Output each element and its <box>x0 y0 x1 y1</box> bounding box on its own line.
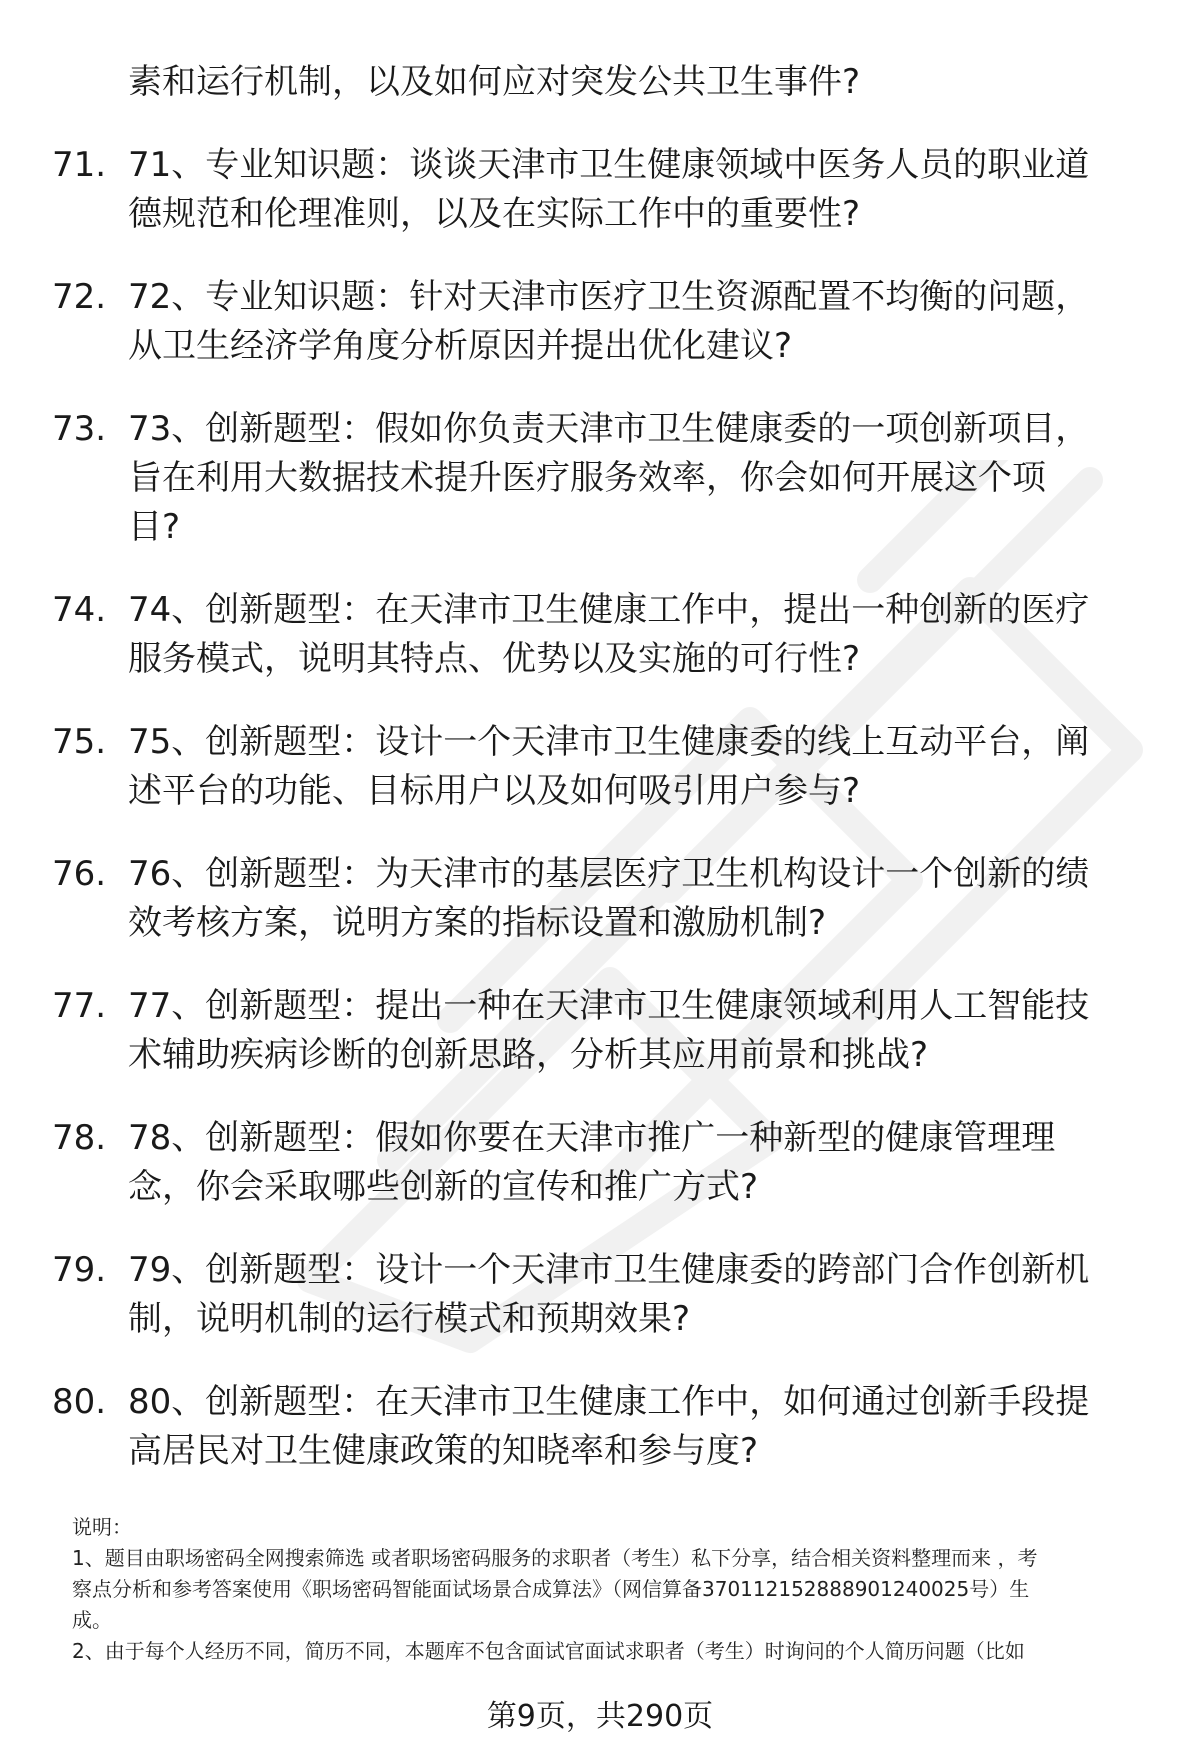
question-item-77 <box>0 982 1200 1080</box>
question-continuation <box>0 58 1200 107</box>
question-text: 72、专业知识题：针对天津市医疗卫生资源配置不均衡的问题， 从卫生经济学角度分析原因并提出优化建议? <box>128 277 1090 366</box>
question-text: 80、创新题型：在天津市卫生健康工作中，如何通过创新手段提 高居民对卫生健康政策的知晓率和参与度? <box>128 1382 1090 1471</box>
question-number: 73. <box>52 409 107 449</box>
question-item-79 <box>0 1246 1200 1344</box>
question-item-76 <box>0 850 1200 948</box>
question-item-78 <box>0 1114 1200 1212</box>
continuation-text: 素和运行机制，以及如何应对突发公共卫生事件? <box>128 62 861 102</box>
question-text: 78、创新题型：假如你要在天津市推广一种新型的健康管理理 念，你会采取哪些创新的宣传和推广方式? <box>128 1118 1056 1207</box>
notes-item-2: 2、由于每个人经历不同，简历不同，本题库不包含面试官面试求职者（考生）时询问的个人简历问题（比如 <box>72 1639 1025 1663</box>
question-item-74 <box>0 586 1200 684</box>
question-number: 76. <box>52 854 107 894</box>
question-text: 79、创新题型：设计一个天津市卫生健康委的跨部门合作创新机 制，说明机制的运行模式和预期效果? <box>128 1250 1090 1339</box>
question-number: 79. <box>52 1250 107 1290</box>
question-number: 74. <box>52 590 107 630</box>
question-list <box>0 58 1200 1510</box>
question-text: 73、创新题型：假如你负责天津市卫生健康委的一项创新项目， 旨在利用大数据技术提升医疗服务效率，你会如何开展这个项 目? <box>128 409 1090 547</box>
question-text: 71、专业知识题：谈谈天津市卫生健康领域中医务人员的职业道 德规范和伦理准则，以及在实际工作中的重要性? <box>128 145 1090 234</box>
question-text: 74、创新题型：在天津市卫生健康工作中，提出一种创新的医疗 服务模式，说明其特点、优势以及实施的可行性? <box>128 590 1090 679</box>
question-number: 77. <box>52 986 107 1026</box>
question-item-73 <box>0 405 1200 552</box>
question-number: 75. <box>52 722 107 762</box>
notes-section <box>72 1512 1152 1667</box>
question-number: 71. <box>52 145 107 185</box>
page-number: 第9页，共290页 <box>486 1699 714 1734</box>
question-item-80 <box>0 1378 1200 1476</box>
question-text: 77、创新题型：提出一种在天津市卫生健康领域利用人工智能技 术辅助疾病诊断的创新思路，分析其应用前景和挑战? <box>128 986 1090 1075</box>
question-number: 80. <box>52 1382 107 1422</box>
notes-title: 说明： <box>72 1515 132 1539</box>
question-item-72 <box>0 273 1200 371</box>
question-text: 76、创新题型：为天津市的基层医疗卫生机构设计一个创新的绩 效考核方案，说明方案的指标设置和激励机制? <box>128 854 1090 943</box>
question-item-71 <box>0 141 1200 239</box>
question-item-75 <box>0 718 1200 816</box>
question-number: 78. <box>52 1118 107 1158</box>
question-text: 75、创新题型：设计一个天津市卫生健康委的线上互动平台，阐 述平台的功能、目标用户以及如何吸引用户参与? <box>128 722 1090 811</box>
notes-item-1: 1、题目由职场密码全网搜索筛选 或者职场密码服务的求职者（考生）私下分享，结合相关资料整理而来 ，考 察点分析和参考答案使用《职场密码智能面试场景合成算法》（网信算备370112152888901240025号）生 成。 <box>72 1546 1038 1632</box>
question-number: 72. <box>52 277 107 317</box>
